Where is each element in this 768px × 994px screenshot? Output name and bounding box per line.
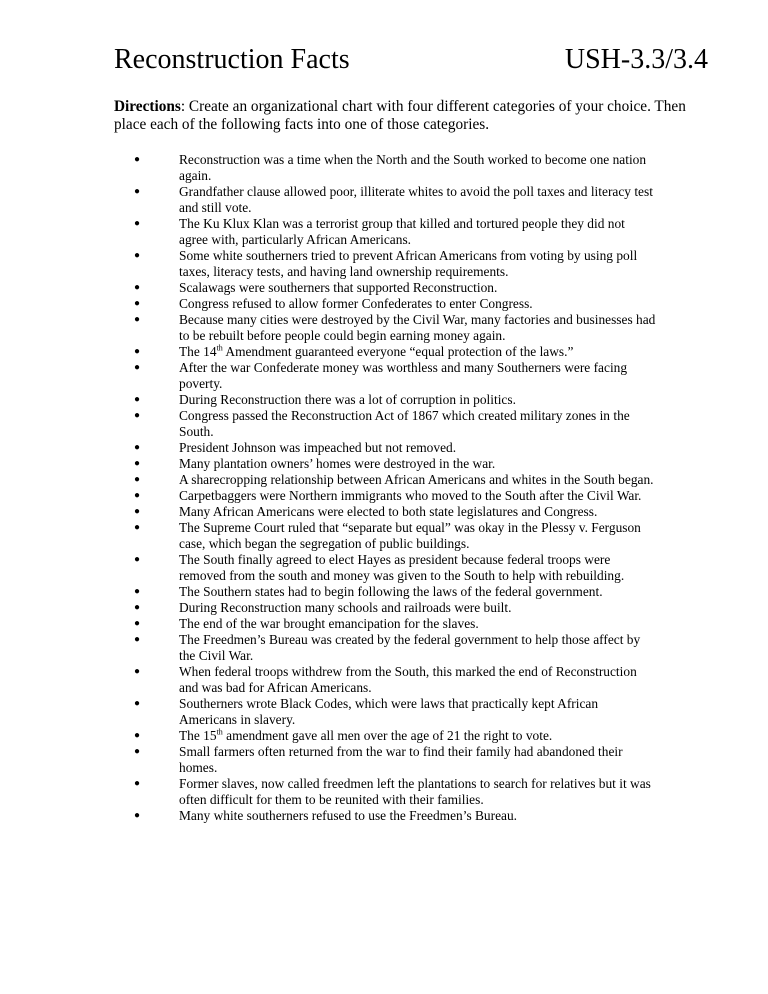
- fact-item: [114, 408, 657, 440]
- fact-text: Many white southerners refused to use the Freedmen’s Bureau.: [179, 808, 518, 823]
- fact-text: After the war Confederate money was worthless and many Southerners were facing poverty.: [179, 360, 628, 391]
- fact-item: [114, 312, 657, 344]
- fact-item: [114, 472, 657, 488]
- fact-item: [114, 616, 657, 632]
- bullet-icon: ●: [134, 506, 141, 517]
- fact-item: [114, 504, 657, 520]
- fact-item: [114, 696, 657, 728]
- fact-text: amendment gave all men over the age of 21 the right to vote.: [222, 728, 553, 743]
- bullet-icon: ●: [134, 810, 141, 821]
- fact-text: Grandfather clause allowed poor, illiterate whites to avoid the poll taxes and literacy test and still vote.: [179, 184, 653, 215]
- fact-item: [114, 280, 657, 296]
- fact-text: During Reconstruction there was a lot of corruption in politics.: [179, 392, 516, 407]
- bullet-icon: ●: [134, 218, 141, 229]
- document-header: [114, 40, 708, 80]
- directions-text: : Create an organizational chart with four different categories of your choice. Then place each of the following facts into one of those categories.: [114, 98, 686, 133]
- fact-item: [114, 360, 657, 392]
- bullet-icon: ●: [134, 314, 141, 325]
- fact-item: [114, 632, 657, 664]
- fact-text: Congress passed the Reconstruction Act of 1867 which created military zones in the South.: [179, 408, 630, 439]
- bullet-icon: ●: [134, 250, 141, 261]
- fact-item: [114, 296, 657, 312]
- standard-code: USH-3.3/3.4: [564, 44, 708, 75]
- fact-item: [114, 184, 657, 216]
- bullet-icon: ●: [134, 346, 141, 357]
- fact-text: Scalawags were southerners that supported Reconstruction.: [179, 280, 498, 295]
- bullet-icon: ●: [134, 154, 141, 165]
- bullet-icon: ●: [134, 282, 141, 293]
- fact-text: Southerners wrote Black Codes, which were laws that practically kept African Americans in slavery.: [179, 696, 599, 727]
- bullet-icon: ●: [134, 554, 141, 565]
- bullet-icon: ●: [134, 362, 141, 373]
- bullet-icon: ●: [134, 298, 141, 309]
- fact-text: The Southern states had to begin following the laws of the federal government.: [179, 584, 603, 599]
- bullet-icon: ●: [134, 730, 141, 741]
- bullet-icon: ●: [134, 490, 141, 501]
- fact-text: Congress refused to allow former Confederates to enter Congress.: [179, 296, 533, 311]
- fact-text: The end of the war brought emancipation for the slaves.: [179, 616, 479, 631]
- fact-text: When federal troops withdrew from the South, this marked the end of Reconstruction and was bad for African Americans.: [179, 664, 637, 695]
- fact-item: [114, 584, 657, 600]
- fact-text: Small farmers often returned from the war to find their family had abandoned their homes.: [179, 744, 623, 775]
- fact-item: [114, 552, 657, 584]
- bullet-icon: ●: [134, 522, 141, 533]
- fact-item: [114, 728, 657, 744]
- fact-text: Former slaves, now called freedmen left the plantations to search for relatives but it was often difficult for them to be reunited with their families.: [179, 776, 651, 807]
- fact-text: The Ku Klux Klan was a terrorist group that killed and tortured people they did not agree with, particularly African Americans.: [179, 216, 625, 247]
- bullet-icon: ●: [134, 698, 141, 709]
- bullet-icon: ●: [134, 618, 141, 629]
- fact-text: The 15: [179, 728, 217, 743]
- document-page: [114, 40, 708, 824]
- fact-text: Reconstruction was a time when the North and the South worked to become one nation again.: [179, 152, 647, 183]
- bullet-icon: ●: [134, 410, 141, 421]
- fact-text: Many African Americans were elected to both state legislatures and Congress.: [179, 504, 598, 519]
- bullet-icon: ●: [134, 634, 141, 645]
- fact-item: [114, 488, 657, 504]
- bullet-icon: ●: [134, 442, 141, 453]
- fact-item: [114, 808, 657, 824]
- directions-paragraph: [114, 98, 702, 134]
- fact-item: [114, 600, 657, 616]
- fact-item: [114, 152, 657, 184]
- fact-text: President Johnson was impeached but not removed.: [179, 440, 457, 455]
- bullet-icon: ●: [134, 602, 141, 613]
- facts-list: [114, 152, 702, 824]
- bullet-icon: ●: [134, 186, 141, 197]
- bullet-icon: ●: [134, 586, 141, 597]
- fact-text: Because many cities were destroyed by the Civil War, many factories and businesses had to be rebuilt before people could begin earning money again.: [179, 312, 656, 343]
- fact-text: A sharecropping relationship between African Americans and whites in the South began.: [179, 472, 654, 487]
- bullet-icon: ●: [134, 666, 141, 677]
- fact-item: [114, 440, 657, 456]
- directions-label: Directions: [114, 98, 181, 115]
- fact-item: [114, 664, 657, 696]
- fact-item: [114, 392, 657, 408]
- fact-item: [114, 248, 657, 280]
- fact-item: [114, 456, 657, 472]
- bullet-icon: ●: [134, 778, 141, 789]
- fact-text: Amendment guaranteed everyone “equal protection of the laws.”: [222, 344, 574, 359]
- fact-item: [114, 776, 657, 808]
- fact-text: During Reconstruction many schools and railroads were built.: [179, 600, 512, 615]
- ordinal-superscript: th: [216, 727, 223, 737]
- fact-item: [114, 744, 657, 776]
- fact-text: Some white southerners tried to prevent African Americans from voting by using poll taxes, literacy tests, and having land ownership requirements.: [179, 248, 638, 279]
- fact-item: [114, 344, 657, 360]
- fact-text: The Supreme Court ruled that “separate but equal” was okay in the Plessy v. Ferguson case, which began the segregation of public buildings.: [179, 520, 641, 551]
- fact-text: Carpetbaggers were Northern immigrants who moved to the South after the Civil War.: [179, 488, 642, 503]
- fact-text: The South finally agreed to elect Hayes as president because federal troops were removed from the south and money was given to the South to help with rebuilding.: [179, 552, 625, 583]
- bullet-icon: ●: [134, 394, 141, 405]
- fact-text: Many plantation owners’ homes were destroyed in the war.: [179, 456, 496, 471]
- fact-item: [114, 520, 657, 552]
- fact-item: [114, 216, 657, 248]
- document-title: Reconstruction Facts: [114, 44, 350, 75]
- bullet-icon: ●: [134, 474, 141, 485]
- bullet-icon: ●: [134, 746, 141, 757]
- ordinal-superscript: th: [216, 343, 223, 353]
- fact-text: The 14: [179, 344, 217, 359]
- fact-text: The Freedmen’s Bureau was created by the federal government to help those affect by the Civil War.: [179, 632, 641, 663]
- bullet-icon: ●: [134, 458, 141, 469]
